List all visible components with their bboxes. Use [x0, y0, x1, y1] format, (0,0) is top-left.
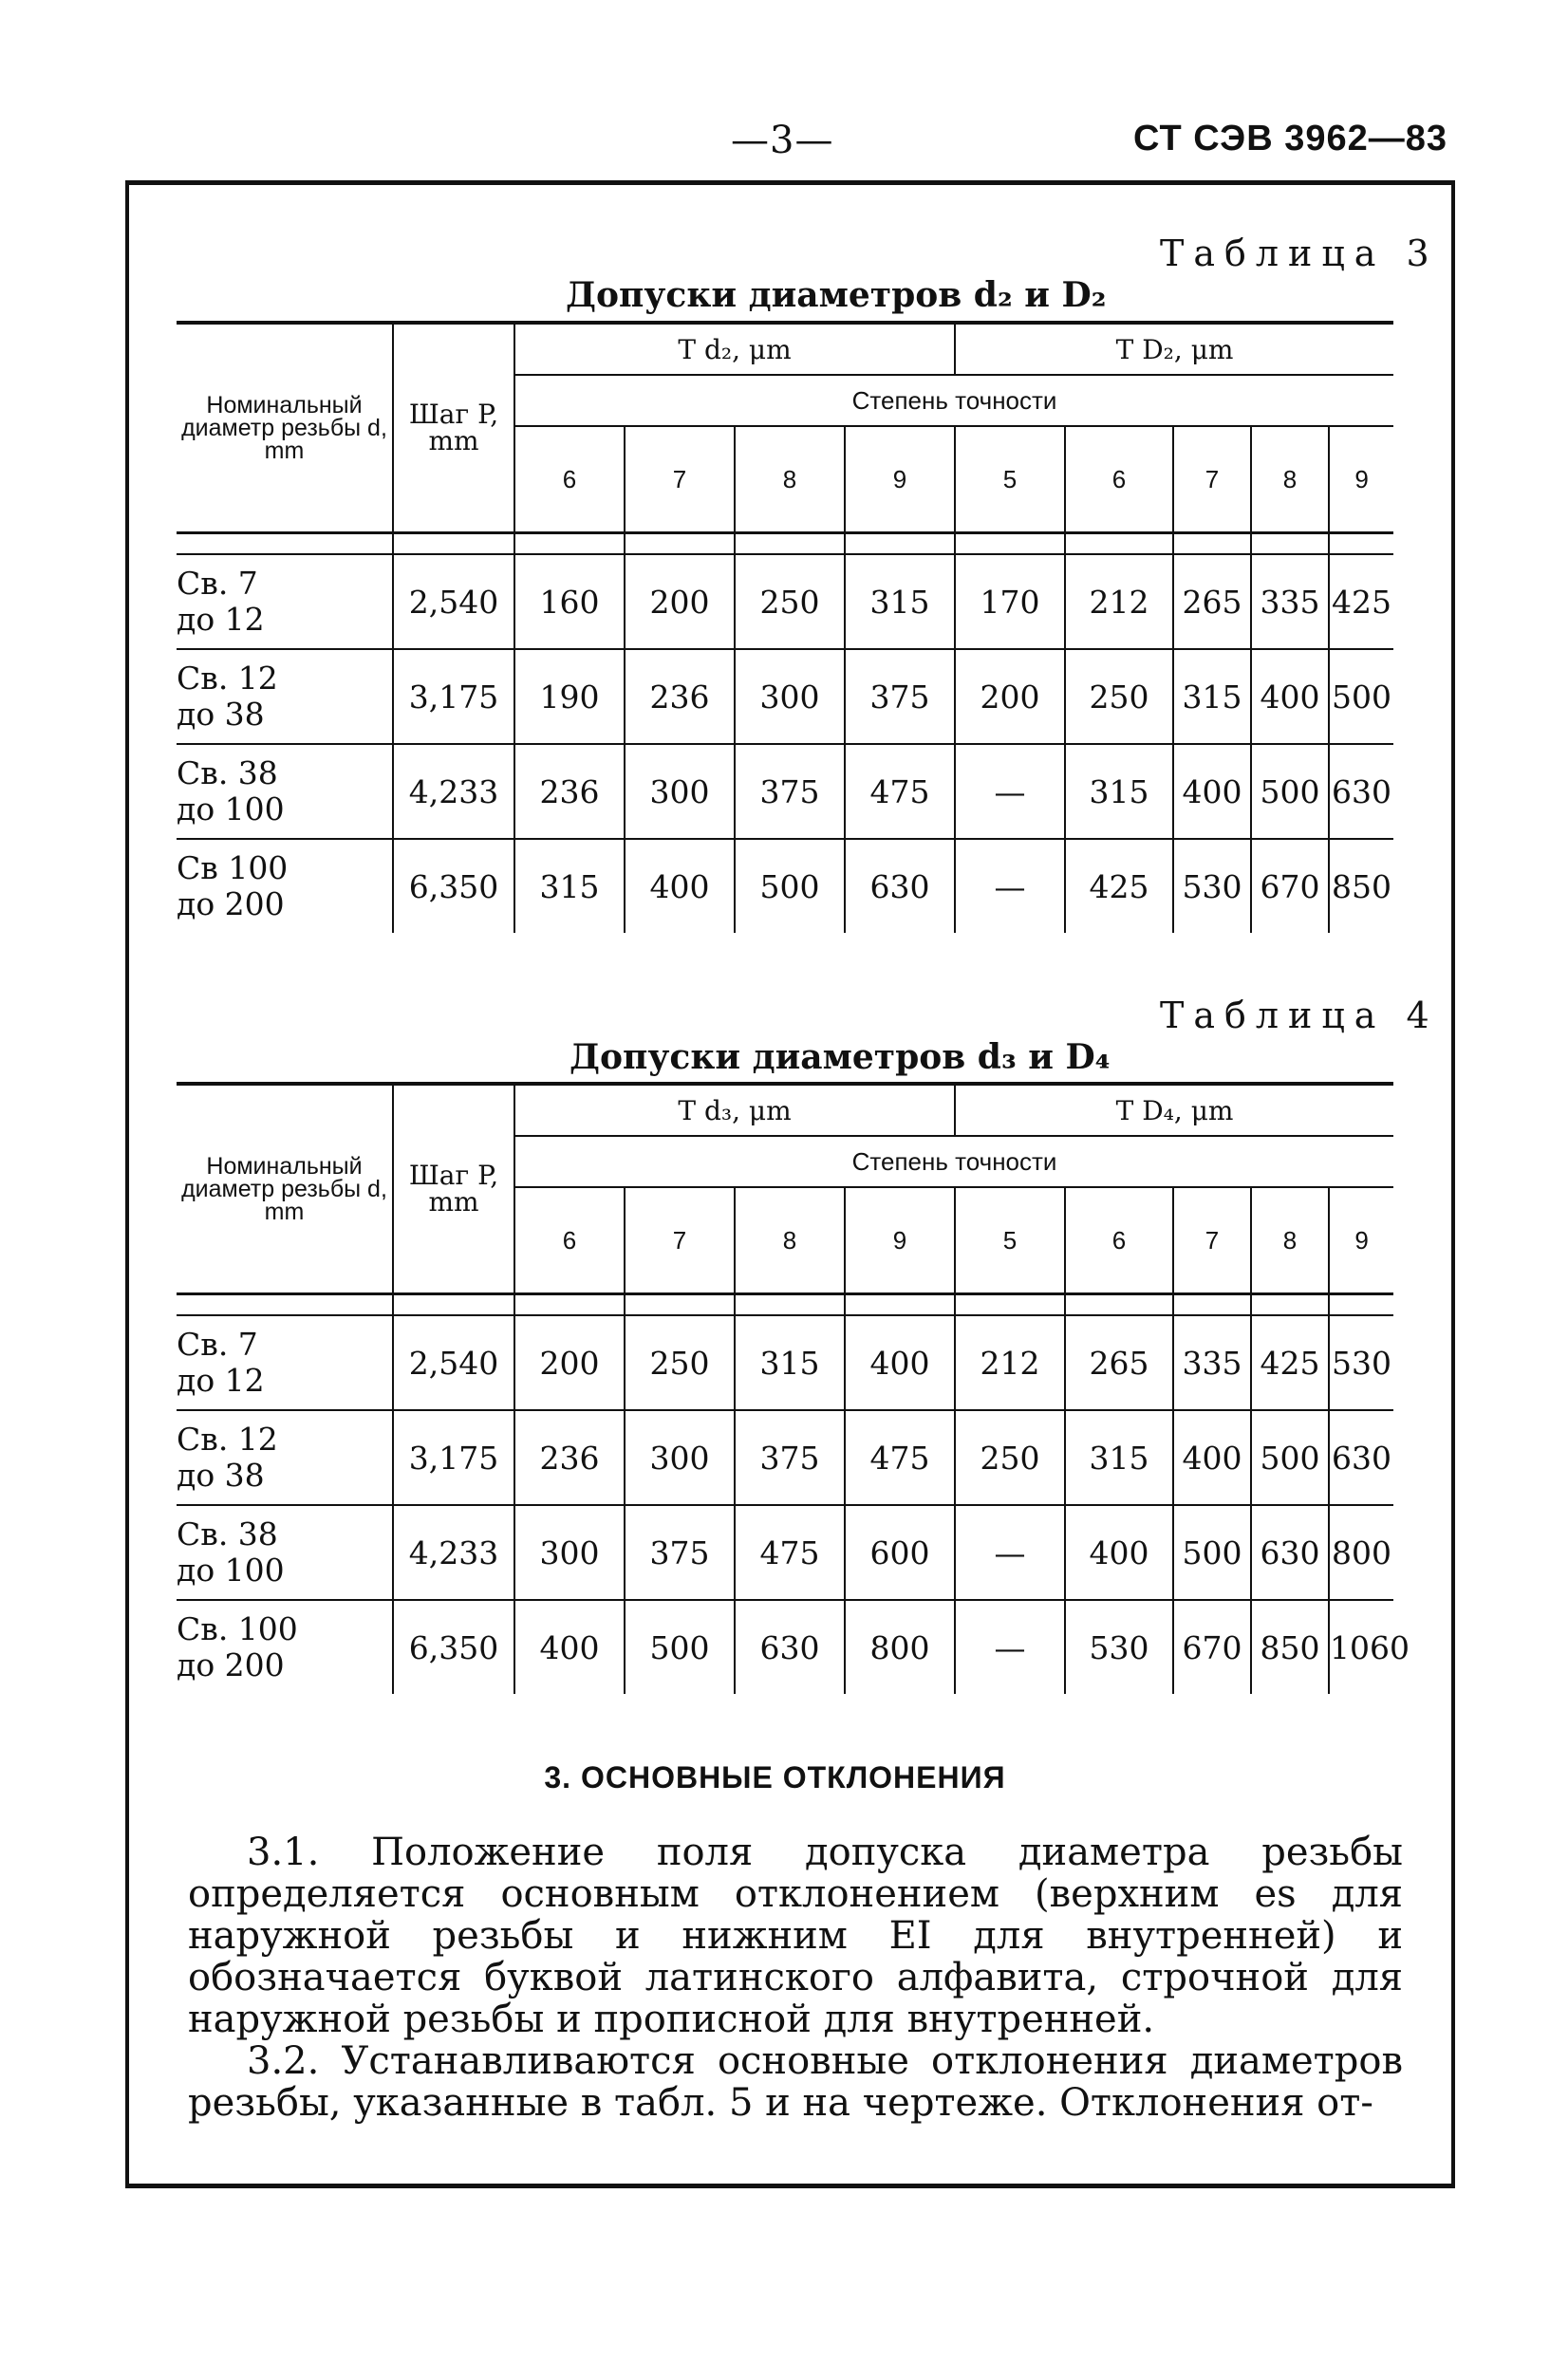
- value-cell: —: [955, 839, 1065, 933]
- value-cell: 475: [845, 744, 955, 839]
- degree-header-cell: 6: [514, 1187, 625, 1294]
- paragraph-3-1-text: 3.1. Положение поля допуска диаметра резьбы определяется основным отклонением (верхним es для наружной резьбы и нижним EI для внутренней) и обозначается буквой латинского алфавита, строчной для наружной резьбы и прописной для внутренней.: [188, 1831, 1403, 2041]
- value-cell: 300: [625, 1410, 735, 1505]
- step-cell: 3,175: [393, 1410, 514, 1505]
- value-cell: 375: [625, 1505, 735, 1600]
- value-cell: 670: [1251, 839, 1329, 933]
- value-cell: 300: [625, 744, 735, 839]
- value-cell: 335: [1173, 1315, 1251, 1410]
- value-cell: 265: [1065, 1315, 1173, 1410]
- value-cell: 335: [1251, 554, 1329, 649]
- value-cell: 425: [1251, 1315, 1329, 1410]
- table-row: [177, 1410, 1393, 1505]
- step-cell: 3,175: [393, 649, 514, 744]
- value-cell: 160: [514, 554, 625, 649]
- col-header-diameter: Номинальный диаметр резьбы d, mm: [181, 392, 387, 464]
- paragraph-3-2-text: 3.2. Устанавливаются основные отклонения диаметров резьбы, указанные в табл. 5 и на чертеже. Отклонения от-: [188, 2039, 1403, 2125]
- paragraph-3-2: [188, 2040, 1403, 2124]
- value-cell: 212: [955, 1315, 1065, 1410]
- degree-header-cell: 7: [1173, 426, 1251, 533]
- value-cell: 315: [735, 1315, 845, 1410]
- value-cell: 400: [625, 839, 735, 933]
- degree-header-cell: 7: [625, 1187, 735, 1294]
- frame-bottom-rule: [125, 2184, 1454, 2188]
- degree-header-cell: 9: [1329, 426, 1393, 533]
- value-cell: 300: [735, 649, 845, 744]
- range-cell: Св. 12 до 38: [177, 660, 278, 733]
- col-header-degree: Степень точности: [514, 375, 1393, 426]
- col-header-step: Шаг P, mm: [393, 323, 514, 533]
- value-cell: 315: [845, 554, 955, 649]
- value-cell: 500: [1251, 744, 1329, 839]
- value-cell: 315: [1173, 649, 1251, 744]
- table3: [177, 321, 1393, 933]
- step-cell: 6,350: [393, 839, 514, 933]
- value-cell: 236: [514, 744, 625, 839]
- value-cell: 400: [1065, 1505, 1173, 1600]
- value-cell: 500: [1251, 1410, 1329, 1505]
- value-cell: 236: [514, 1410, 625, 1505]
- degree-header-cell: 5: [955, 1187, 1065, 1294]
- step-cell: 4,233: [393, 1505, 514, 1600]
- value-cell: 630: [1329, 1410, 1393, 1505]
- value-cell: 850: [1329, 839, 1393, 933]
- degree-header-cell: 7: [625, 426, 735, 533]
- value-cell: 400: [514, 1600, 625, 1694]
- value-cell: 375: [845, 649, 955, 744]
- step-cell: 6,350: [393, 1600, 514, 1694]
- value-cell: —: [955, 1600, 1065, 1694]
- page-number: —3—: [731, 119, 834, 162]
- value-cell: 375: [735, 744, 845, 839]
- value-cell: 170: [955, 554, 1065, 649]
- value-cell: —: [955, 1505, 1065, 1600]
- value-cell: 600: [845, 1505, 955, 1600]
- value-cell: —: [955, 744, 1065, 839]
- table3-title: Допуски диаметров d₂ и D₂: [566, 275, 1107, 315]
- degree-header-cell: 9: [1329, 1187, 1393, 1294]
- value-cell: 250: [1065, 649, 1173, 744]
- value-cell: 200: [955, 649, 1065, 744]
- step-cell: 2,540: [393, 554, 514, 649]
- value-cell: 530: [1173, 839, 1251, 933]
- col-header-step: Шаг P, mm: [393, 1084, 514, 1294]
- value-cell: 500: [735, 839, 845, 933]
- range-cell: Св. 38 до 100: [177, 1515, 285, 1589]
- value-cell: 250: [955, 1410, 1065, 1505]
- value-cell: 212: [1065, 554, 1173, 649]
- value-cell: 800: [845, 1600, 955, 1694]
- value-cell: 670: [1173, 1600, 1251, 1694]
- degree-header-cell: 6: [514, 426, 625, 533]
- value-cell: 375: [735, 1410, 845, 1505]
- section-heading: 3. ОСНОВНЫЕ ОТКЛОНЕНИЯ: [544, 1760, 1006, 1794]
- group-header-TD2: T D₂, μm: [955, 323, 1393, 375]
- degree-header-cell: 9: [845, 1187, 955, 1294]
- value-cell: 475: [735, 1505, 845, 1600]
- value-cell: 400: [1251, 649, 1329, 744]
- degree-header-cell: 8: [735, 1187, 845, 1294]
- value-cell: 630: [735, 1600, 845, 1694]
- degree-header-cell: 5: [955, 426, 1065, 533]
- degree-header-cell: 7: [1173, 1187, 1251, 1294]
- step-cell: 2,540: [393, 1315, 514, 1410]
- range-cell: Св. 7 до 12: [177, 565, 265, 638]
- value-cell: 530: [1065, 1600, 1173, 1694]
- degree-header-cell: 8: [735, 426, 845, 533]
- degree-header-cell: 9: [845, 426, 955, 533]
- value-cell: 500: [1173, 1505, 1251, 1600]
- frame-left-rule: [125, 180, 129, 2188]
- table-row: [177, 1505, 1393, 1600]
- table-row: [177, 649, 1393, 744]
- value-cell: 400: [1173, 1410, 1251, 1505]
- group-header-td2: T d₂, μm: [514, 323, 955, 375]
- value-cell: 475: [845, 1410, 955, 1505]
- value-cell: 630: [1329, 744, 1393, 839]
- value-cell: 500: [625, 1600, 735, 1694]
- degree-header-cell: 8: [1251, 1187, 1329, 1294]
- range-cell: Св. 100 до 200: [177, 1610, 298, 1683]
- degree-header-cell: 6: [1065, 1187, 1173, 1294]
- value-cell: 500: [1329, 649, 1393, 744]
- value-cell: 425: [1329, 554, 1393, 649]
- value-cell: 425: [1065, 839, 1173, 933]
- value-cell: 300: [514, 1505, 625, 1600]
- table3-label: Таблица 3: [1160, 232, 1439, 274]
- group-header-td3: T d₃, μm: [514, 1084, 955, 1136]
- value-cell: 1060: [1329, 1600, 1393, 1694]
- standard-code: СТ СЭВ 3962—83: [1132, 119, 1447, 158]
- value-cell: 250: [735, 554, 845, 649]
- value-cell: 200: [625, 554, 735, 649]
- col-header-diameter: Номинальный диаметр резьбы d, mm: [181, 1153, 387, 1225]
- col-header-degree: Степень точности: [514, 1136, 1393, 1187]
- range-cell: Св. 38 до 100: [177, 754, 285, 827]
- value-cell: 630: [1251, 1505, 1329, 1600]
- table4: [177, 1082, 1410, 1694]
- range-cell: Св. 7 до 12: [177, 1326, 265, 1399]
- value-cell: 850: [1251, 1600, 1329, 1694]
- value-cell: 236: [625, 649, 735, 744]
- table4-title: Допуски диаметров d₃ и D₄: [570, 1037, 1111, 1077]
- table-row: [177, 744, 1393, 839]
- value-cell: 530: [1329, 1315, 1393, 1410]
- value-cell: 400: [1173, 744, 1251, 839]
- paragraph-3-1: [188, 1831, 1403, 2040]
- group-header-TD4: T D₄, μm: [955, 1084, 1393, 1136]
- degree-header-cell: 6: [1065, 426, 1173, 533]
- value-cell: 315: [1065, 1410, 1173, 1505]
- table-row: [177, 554, 1393, 649]
- value-cell: 315: [514, 839, 625, 933]
- range-cell: Св. 12 до 38: [177, 1421, 278, 1494]
- table-row: [177, 1600, 1393, 1694]
- range-cell: Св 100 до 200: [177, 849, 289, 922]
- value-cell: 315: [1065, 744, 1173, 839]
- table-row: [177, 1315, 1393, 1410]
- table-row: [177, 839, 1393, 933]
- value-cell: 630: [845, 839, 955, 933]
- frame-right-rule: [1451, 180, 1455, 2188]
- value-cell: 250: [625, 1315, 735, 1410]
- value-cell: 800: [1329, 1505, 1393, 1600]
- value-cell: 190: [514, 649, 625, 744]
- value-cell: 400: [845, 1315, 955, 1410]
- step-cell: 4,233: [393, 744, 514, 839]
- degree-header-cell: 8: [1251, 426, 1329, 533]
- table4-label: Таблица 4: [1160, 995, 1439, 1036]
- frame-top-rule: [125, 180, 1454, 185]
- value-cell: 265: [1173, 554, 1251, 649]
- value-cell: 200: [514, 1315, 625, 1410]
